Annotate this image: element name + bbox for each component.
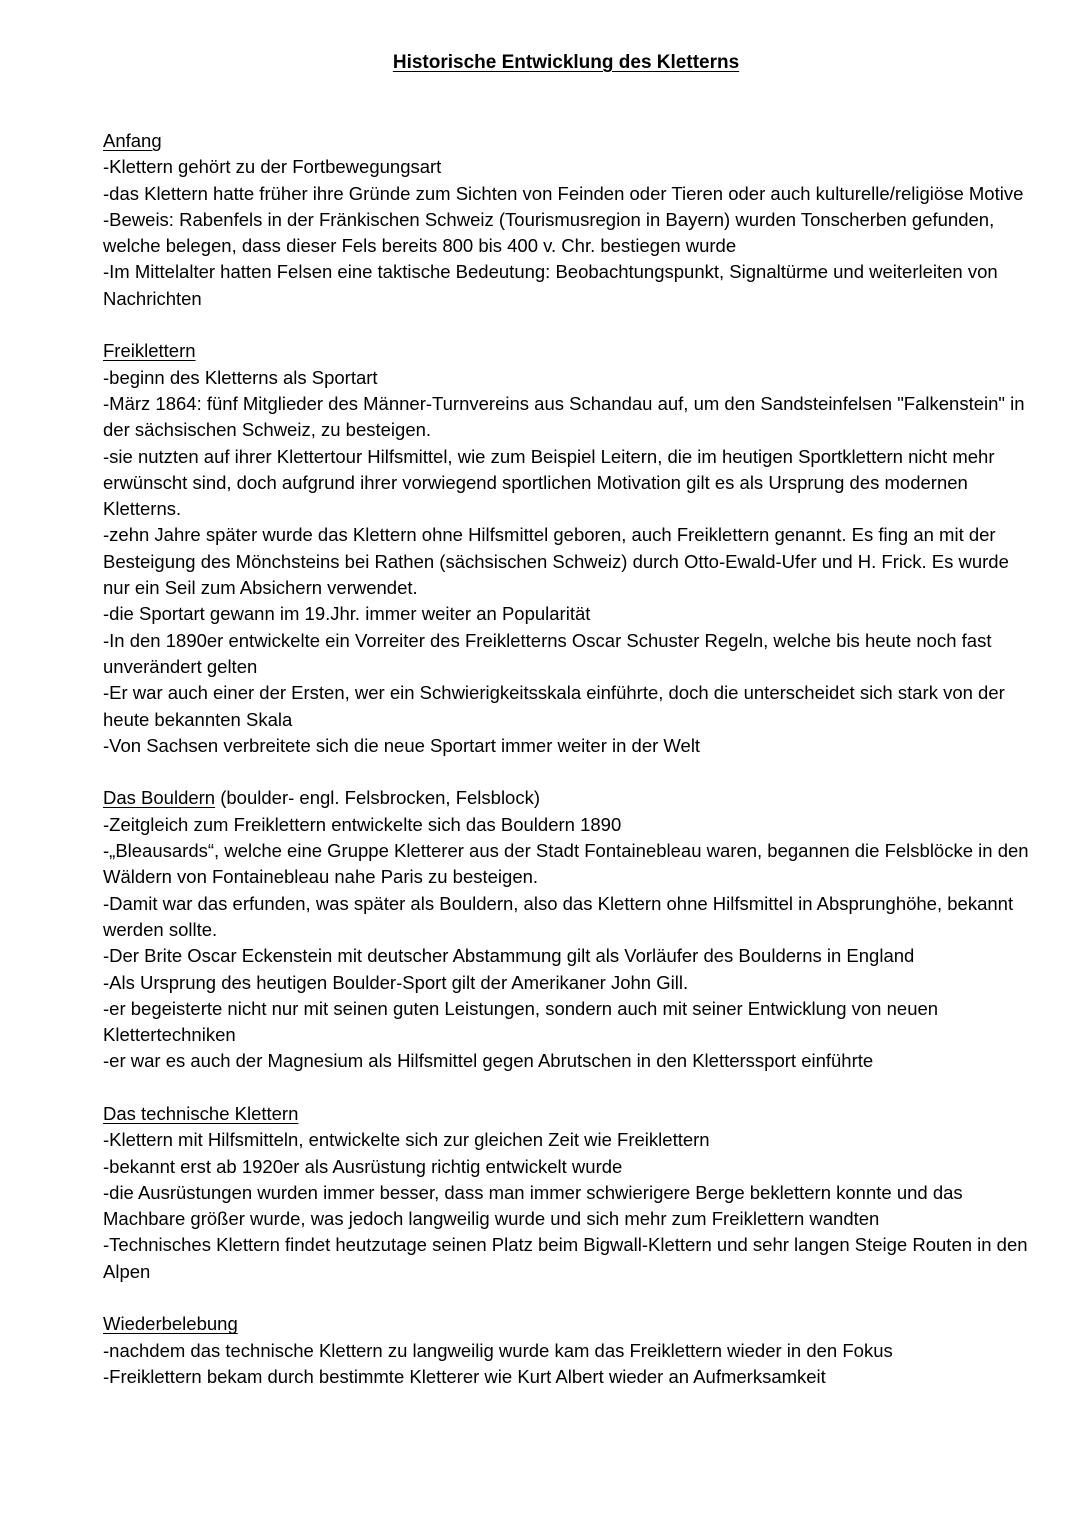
section-heading: [103, 1311, 1029, 1337]
bullet-line: -er begeisterte nicht nur mit seinen guten Leistungen, sondern auch mit seiner Entwicklung von neuen Klettertechniken: [103, 997, 939, 1046]
bullet-line: -Freiklettern bekam durch bestimmte Kletterer wie Kurt Albert wieder an Aufmerksamkeit: [103, 1365, 826, 1387]
bullet-line: -das Klettern hatte früher ihre Gründe zum Sichten von Feinden oder Tieren oder auch kulturelle/religiöse Motive: [103, 182, 1024, 204]
bullet-line: -Der Brite Oscar Eckenstein mit deutscher Abstammung gilt als Vorläufer des Boulderns in England: [103, 945, 915, 967]
bullet-line: -Klettern gehört zu der Fortbewegungsart: [103, 156, 442, 178]
bullet-line: -Von Sachsen verbreitete sich die neue Sportart immer weiter in der Welt: [103, 734, 701, 756]
section-heading: [103, 785, 1029, 811]
bullet-line: -die Ausrüstungen wurden immer besser, dass man immer schwierigere Berge beklettern konnte und das Machbare größer wurde, was jedoch langweilig wurde und sich mehr zum Freiklettern wandten: [103, 1181, 963, 1230]
bullet-line: -die Sportart gewann im 19.Jhr. immer weiter an Popularität: [103, 603, 591, 625]
bullet-line: -er war es auch der Magnesium als Hilfsmittel gegen Abrutschen in den Kletterssport einführte: [103, 1050, 874, 1072]
bullet-line: -Er war auch einer der Ersten, wer ein Schwierigkeitsskala einführte, doch die unterscheidet sich stark von der heute bekannten Skala: [103, 682, 1005, 730]
section-heading: [103, 1101, 1029, 1127]
bullet-line: -Klettern mit Hilfsmitteln, entwickelte sich zur gleichen Zeit wie Freiklettern: [103, 1129, 710, 1151]
section-heading-suffix: (boulder- engl. Felsbrocken, Felsblock): [215, 787, 541, 809]
bullet-line: -„Bleausards“, welche eine Gruppe Kletterer aus der Stadt Fontainebleau waren, begannen die Felsblöcke in den Wäldern von Fontainebleau nahe Paris zu besteigen.: [103, 840, 1029, 888]
bullet-line: -März 1864: fünf Mitglieder des Männer-Turnvereins aus Schandau auf, um den Sandsteinfelsen "Falkenstein" in der sächsischen Schweiz, zu besteigen.: [103, 392, 1025, 441]
section-heading: [103, 338, 1029, 364]
bullet-line: -Technisches Klettern findet heutzutage seinen Platz beim Bigwall-Klettern und sehr langen Steige Routen in den Alpen: [103, 1234, 1028, 1282]
bullet-line: -Im Mittelalter hatten Felsen eine taktische Bedeutung: Beobachtungspunkt, Signaltürme und weiterleiten von Nachrichten: [103, 261, 998, 309]
bullet-line: -Damit war das erfunden, was später als Bouldern, also das Klettern ohne Hilfsmittel in Absprunghöhe, bekannt werden sollte.: [103, 892, 1014, 940]
section-heading-text: Anfang: [103, 130, 162, 151]
section-heading-text: Freiklettern: [103, 340, 196, 362]
bullet-line: -Als Ursprung des heutigen Boulder-Sport gilt der Amerikaner John Gill.: [103, 971, 689, 993]
section-heading-text: Wiederbelebung: [103, 1313, 238, 1335]
bullet-line: -bekannt erst ab 1920er als Ausrüstung richtig entwickelt wurde: [103, 1155, 623, 1177]
section-freiklettern: [103, 338, 1029, 759]
section-heading: [103, 128, 1029, 154]
section-heading-text: Das technische Klettern: [103, 1102, 299, 1124]
section-heading-text: Das Bouldern: [103, 787, 216, 809]
section-technisches-klettern: [103, 1101, 1029, 1285]
section-bouldern: [103, 785, 1029, 1074]
bullet-line: -Zeitgleich zum Freiklettern entwickelte sich das Bouldern 1890: [103, 813, 622, 835]
bullet-line: -Beweis: Rabenfels in der Fränkischen Schweiz (Tourismusregion in Bayern) wurden Tonscherben gefunden, welche belegen, dass dieser Fels bereits 800 bis 400 v. Chr. bestiegen wurde: [103, 208, 995, 257]
bullet-line: -nachdem das technische Klettern zu langweilig wurde kam das Freiklettern wieder in den Fokus: [103, 1339, 893, 1361]
document-title: Historische Entwicklung des Kletterns: [392, 52, 740, 73]
bullet-line: -beginn des Kletterns als Sportart: [103, 366, 378, 388]
bullet-line: -sie nutzten auf ihrer Klettertour Hilfsmittel, wie zum Beispiel Leitern, die im heutigen Sportklettern nicht mehr erwünscht sind, doch aufgrund ihrer vorwiegend sportlichen Motivation gilt es als Ursprung des modernen Kletterns.: [103, 445, 995, 520]
document-content: [103, 128, 1029, 1417]
section-anfang: [103, 128, 1029, 312]
bullet-line: -In den 1890er entwickelte ein Vorreiter des Freikletterns Oscar Schuster Regeln, welche bis heute noch fast unverändert gelten: [103, 629, 992, 677]
section-wiederbelebung: [103, 1311, 1029, 1390]
bullet-line: -zehn Jahre später wurde das Klettern ohne Hilfsmittel geboren, auch Freiklettern genannt. Es fing an mit der Besteigung des Mönchsteins bei Rathen (sächsischen Schweiz) durch Otto-Ewald-Ufer und H. Frick. Es wurde nur ein Seil zum Absichern verwendet.: [103, 524, 1009, 599]
